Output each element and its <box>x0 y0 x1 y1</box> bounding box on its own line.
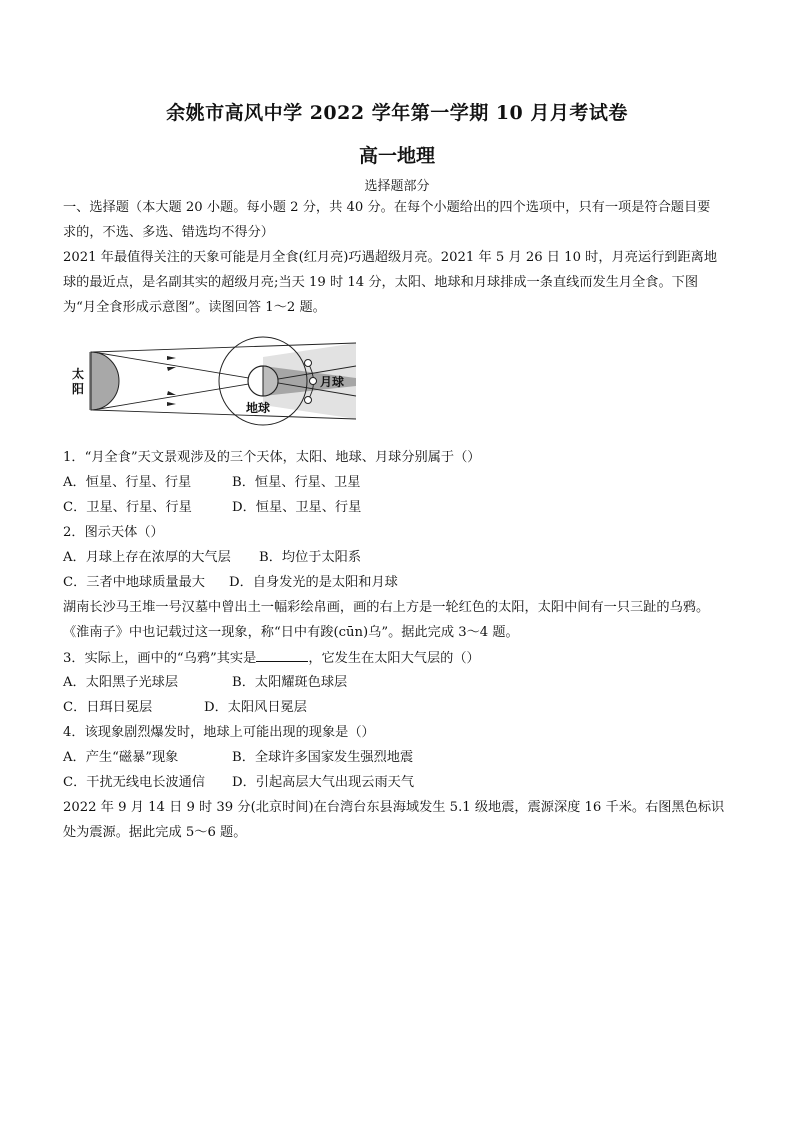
instructions-line-1: 一、选择题（本大题 20 小题。每小题 2 分，共 40 分。在每个小题给出的四个选项中，只有一项是符合题目要 <box>63 200 711 215</box>
q2-option-d[interactable]: D．自身发光的是太阳和月球 <box>229 575 398 590</box>
q1-option-b[interactable]: B．恒星、行星、卫星 <box>232 475 361 490</box>
q4-option-a[interactable]: A．产生“磁暴”现象 <box>63 750 179 765</box>
q3-option-a[interactable]: A．太阳黑子光球层 <box>63 675 179 690</box>
q2-option-b[interactable]: B．均位于太阳系 <box>259 550 362 565</box>
q3-stem-after: ，它发生在太阳大气层的（） <box>308 651 480 666</box>
q2-option-a[interactable]: A．月球上存在浓厚的大气层 <box>63 550 231 565</box>
passage-3-line-2: 处为震源。据此完成 5～6 题。 <box>63 825 247 840</box>
page-title: 余姚市高风中学 2022 学年第一学期 10 月月考试卷 <box>166 102 628 124</box>
sun-label-2: 阳 <box>72 382 85 396</box>
moon-position-3 <box>305 397 312 404</box>
passage-1-line-1: 2021 年最值得关注的天象可能是月全食(红月亮)巧遇超级月亮。2021 年 5 月 26 日 10 时，月亮运行到距离地 <box>63 250 718 265</box>
ray-arrow-3 <box>167 367 176 371</box>
q4-option-b[interactable]: B．全球许多国家发生强烈地震 <box>232 750 414 765</box>
q4-option-d[interactable]: D．引起高层大气出现云雨天气 <box>232 775 415 790</box>
passage-2-line-1: 湖南长沙马王堆一号汉墓中曾出土一幅彩绘帛画，画的右上方是一轮红色的太阳，太阳中间有一只三趾的乌鸦。 <box>63 600 710 615</box>
q1-option-c[interactable]: C．卫星、行星、行星 <box>63 500 192 515</box>
q1-option-a[interactable]: A．恒星、行星、行星 <box>63 475 192 490</box>
lunar-eclipse-diagram <box>63 330 363 430</box>
moon-position-2 <box>310 378 317 385</box>
moon-position-1 <box>305 360 312 367</box>
q1-option-d[interactable]: D．恒星、卫星、行星 <box>232 500 362 515</box>
ray-arrow-2 <box>167 402 176 406</box>
q2-stem: 2．图示天体（） <box>63 525 164 540</box>
sun-label-1: 太 <box>72 367 85 381</box>
q2-option-c[interactable]: C．三者中地球质量最大 <box>63 575 205 590</box>
q3-answer-blank[interactable] <box>256 649 308 662</box>
q4-option-c[interactable]: C．干扰无线电长波通信 <box>63 775 205 790</box>
page-subtitle: 高一地理 <box>358 145 435 167</box>
q3-stem-before: 3．实际上，画中的“乌鸦”其实是 <box>63 651 257 666</box>
passage-3-line-1: 2022 年 9 月 14 日 9 时 39 分(北京时间)在台湾台东县海域发生 5.1 级地震，震源深度 16 千米。右图黑色标识 <box>63 800 725 815</box>
q3-option-b[interactable]: B．太阳耀斑色球层 <box>232 675 348 690</box>
passage-1-line-3: 为“月全食形成示意图”。读图回答 1～2 题。 <box>63 300 326 315</box>
q1-stem: 1．“月全食”天文景观涉及的三个天体，太阳、地球、月球分别属于（） <box>63 450 481 465</box>
moon-label: 月球 <box>320 375 345 389</box>
q3-stem <box>63 649 743 668</box>
sun-shape <box>91 352 119 410</box>
ray-arrow-1 <box>167 356 176 360</box>
q4-stem: 4．该现象剧烈爆发时，地球上可能出现的现象是（） <box>63 725 375 740</box>
passage-2-line-2: 《淮南子》中也记载过这一现象，称“日中有踆(cūn)乌”。据此完成 3～4 题。 <box>63 625 519 640</box>
passage-1-line-2: 球的最近点，是名副其实的超级月亮;当天 19 时 14 分，太阳、地球和月球排成一条直线而发生月全食。下图 <box>63 275 699 290</box>
section-heading: 选择题部分 <box>364 179 430 194</box>
instructions-line-2: 求的，不选、多选、错选均不得分） <box>63 225 274 240</box>
q3-option-c[interactable]: C．日珥日冕层 <box>63 700 153 715</box>
earth-label: 地球 <box>246 401 271 415</box>
q3-option-d[interactable]: D．太阳风日冕层 <box>204 700 307 715</box>
ray-arrow-4 <box>167 391 176 395</box>
